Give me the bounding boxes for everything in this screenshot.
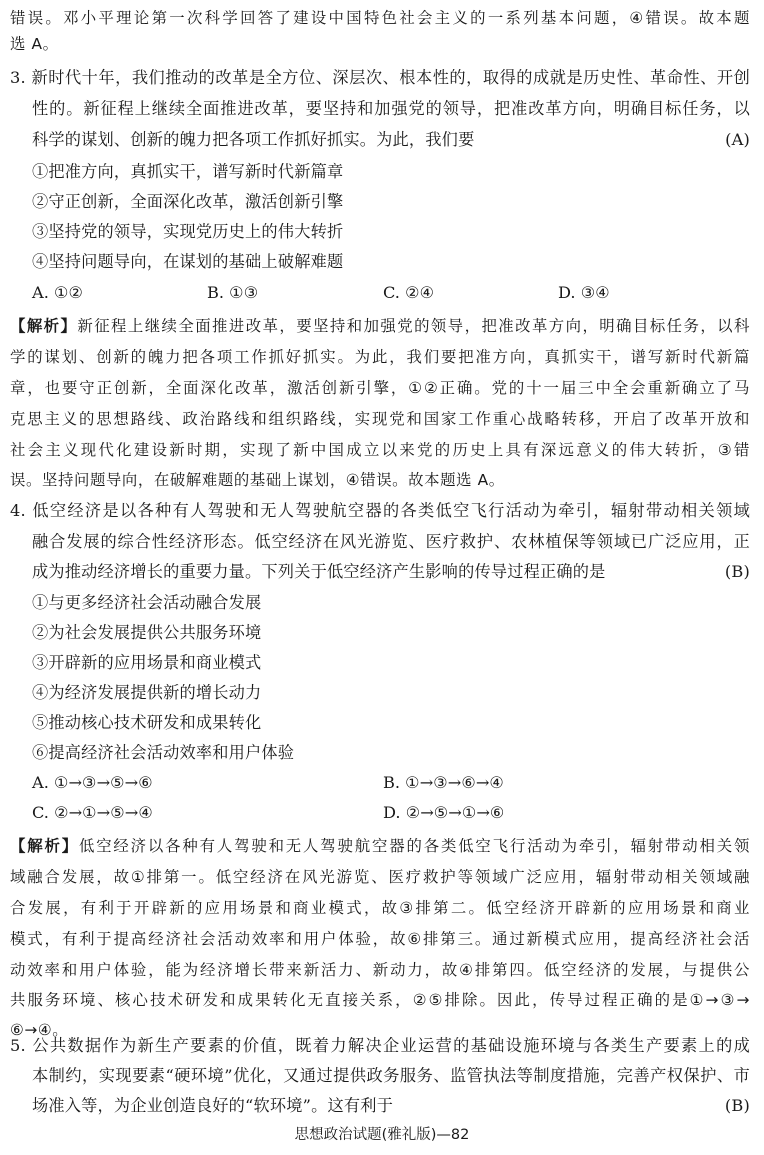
q5-stem-line-3: 场准入等，为企业创造良好的“软环境”。这有利于 [32, 1096, 394, 1115]
q3-analysis-tag: 【解析】 [10, 317, 78, 335]
q4-option-d: D. ②→⑤→①→⑥ [383, 803, 505, 822]
q5-stem-line-1: 5. 公共数据作为新生产要素的价值，既着力解决企业运营的基础设施环境与各类生产要素上的成 [10, 1036, 750, 1055]
q4-item-5: ⑤推动核心技术研发和成果转化 [32, 713, 262, 732]
q4-analysis-line-5: 动效率和用户体验，能为经济增长带来新活力、新动力，故④排第四。低空经济的发展，与提供公 [10, 961, 750, 979]
prev-analysis-line-1: 错误。邓小平理论第一次科学回答了建设中国特色社会主义的一系列基本问题，④错误。故本题 [10, 9, 750, 27]
q3-item-3: ③坚持党的领导，实现党历史上的伟大转折 [32, 222, 344, 241]
q4-analysis-line-4: 模式，有利于提高经济社会活动效率和用户体验，故⑥排第三。通过新模式应用，提高经济社会活 [10, 930, 750, 948]
q3-analysis-line-6: 误。坚持问题导向，在破解难题的基础上谋划，④错误。故本题选 A。 [10, 471, 505, 489]
q4-analysis-line-1 [10, 834, 750, 858]
q4-answer: (B) [724, 562, 750, 581]
q4-item-6: ⑥提高经济社会活动效率和用户体验 [32, 743, 295, 762]
q4-stem-line-3: 成为推动经济增长的重要力量。下列关于低空经济产生影响的传导过程正确的是 [32, 562, 606, 581]
q3-stem-line-1: 3. 新时代十年，我们推动的改革是全方位、深层次、根本性的，取得的成就是历史性、革命性、开创 [10, 68, 750, 87]
q3-analysis-line-4: 克思主义的思想路线、政治路线和组织路线，实现党和国家工作重心战略转移，开启了改革开放和 [10, 410, 750, 428]
page-footer: 思想政治试题(雅礼版)—82 [294, 1127, 470, 1143]
q4-item-4: ④为经济发展提供新的增长动力 [32, 683, 262, 702]
q4-analysis-line-7: ⑥→④。 [10, 1021, 69, 1039]
q4-analysis-line-2: 域融合发展，故①排第一。低空经济在风光游览、医疗救护等领域广泛应用，辐射带动相关领域融 [10, 868, 750, 886]
q4-stem-line-1: 4. 低空经济是以各种有人驾驶和无人驾驶航空器的各类低空飞行活动为牵引，辐射带动相关领域 [10, 501, 750, 520]
q4-analysis-text-1: 低空经济以各种有人驾驶和无人驾驶航空器的各类低空飞行活动为牵引，辐射带动相关领 [78, 837, 750, 855]
q3-item-2: ②守正创新，全面深化改革，激活创新引擎 [32, 192, 344, 211]
q3-stem-line-2: 性的。新征程上继续全面推进改革，要坚持和加强党的领导，把准改革方向，明确目标任务，以 [32, 99, 750, 118]
q3-item-1: ①把准方向，真抓实干，谱写新时代新篇章 [32, 162, 344, 181]
q3-option-b: B. ①③ [207, 283, 259, 302]
q3-item-4: ④坚持问题导向，在谋划的基础上破解难题 [32, 252, 344, 271]
q3-option-a: A. ①② [32, 283, 84, 302]
q4-option-a: A. ①→③→⑤→⑥ [32, 773, 153, 792]
q5-stem-line-2: 本制约，实现要素“硬环境”优化，又通过提供政务服务、监管执法等制度措施，完善产权保护、市 [32, 1066, 750, 1085]
q4-item-1: ①与更多经济社会活动融合发展 [32, 593, 262, 612]
q3-analysis-text-1: 新征程上继续全面推进改革，要坚持和加强党的领导，把准改革方向，明确目标任务，以科 [77, 317, 750, 335]
q4-item-3: ③开辟新的应用场景和商业模式 [32, 653, 262, 672]
q3-stem-line-3: 科学的谋划、创新的魄力把各项工作抓好抓实。为此，我们要 [32, 130, 475, 149]
q4-analysis-line-6: 共服务环境、核心技术研发和成果转化无直接关系，②⑤排除。因此，传导过程正确的是①→③→ [10, 991, 750, 1009]
q3-answer: (A) [725, 130, 750, 149]
q4-item-2: ②为社会发展提供公共服务环境 [32, 623, 262, 642]
q4-option-c: C. ②→①→⑤→④ [32, 803, 153, 822]
q4-stem-line-2: 融合发展的综合性经济形态。低空经济在风光游览、医疗救护、农林植保等领域已广泛应用，正 [32, 532, 750, 551]
q3-analysis-line-2: 学的谋划、创新的魄力把各项工作抓好抓实。为此，我们要把准方向，真抓实干，谱写新时代新篇 [10, 348, 750, 366]
q4-analysis-line-3: 合发展，有利于开辟新的应用场景和商业模式，故③排第二。低空经济开辟新的应用场景和商业 [10, 899, 750, 917]
prev-analysis-line-2: 选 A。 [10, 35, 59, 53]
q3-analysis-line-1 [10, 314, 750, 338]
q4-option-b: B. ①→③→⑥→④ [383, 773, 504, 792]
q4-analysis-tag: 【解析】 [10, 837, 79, 855]
q3-option-d: D. ③④ [558, 283, 610, 302]
q3-analysis-line-3: 章，也要守正创新，全面深化改革，激活创新引擎，①②正确。党的十一届三中全会重新确立了马 [10, 379, 750, 397]
q5-answer: (B) [724, 1096, 750, 1115]
q3-option-c: C. ②④ [383, 283, 435, 302]
q3-analysis-line-5: 社会主义现代化建设新时期，实现了新中国成立以来党的历史上具有深远意义的伟大转折，③错 [10, 441, 750, 459]
